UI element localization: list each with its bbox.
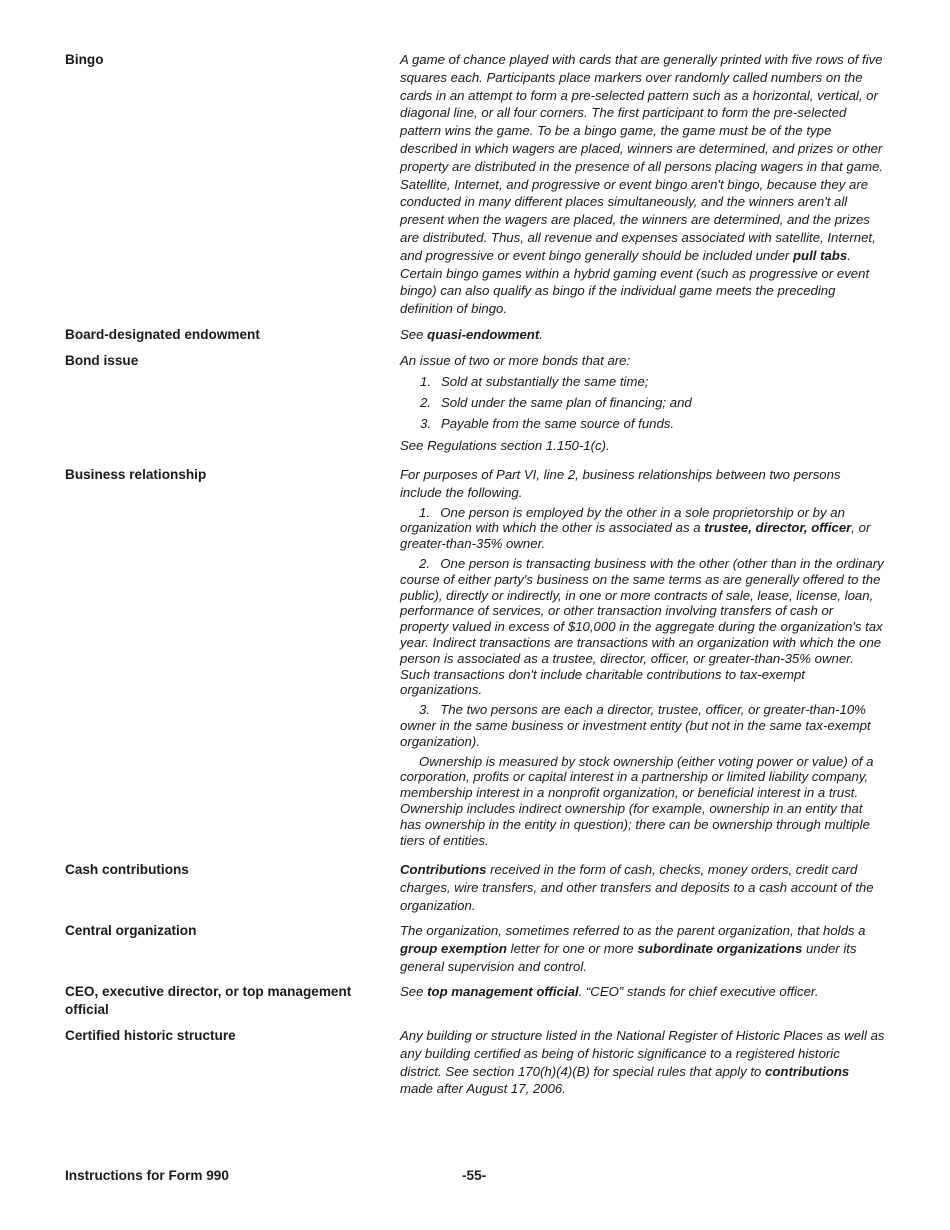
term-certified-historic-structure: Certified historic structure — [65, 1028, 236, 1043]
list-item — [400, 394, 885, 412]
definition-business-relationship — [400, 466, 885, 848]
business-ownership: Ownership is measured by stock ownership (either voting power or value) of a corporation, profits or capital interest in a partnership or limited liability company, membership interest in a nonprofit organization, or beneficial interest in a trust. Ownership includes indirect ownership (for example, ownership in an entity that has ownership in the entity in question); there can be ownership through multiple tiers of entities. — [400, 753, 874, 848]
link-subordinate-organizations: subordinate organizations — [637, 940, 803, 956]
list-item-text: Sold at substantially the same time; — [441, 374, 649, 390]
link-quasi-endowment: quasi-endowment — [427, 327, 540, 342]
board-text-pre: See — [400, 327, 428, 342]
list-item-number: 3. — [420, 416, 431, 432]
list-item-text: Payable from the same source of funds. — [441, 416, 675, 432]
bond-intro: An issue of two or more bonds that are: — [400, 353, 631, 368]
bingo-text-1: A game of chance played with cards that are generally printed with five rows of five squares each. Participants place markers over randomly called numbers on the cards in an attempt to form a pre-selected pattern such as a horizontal, vertical, or diagonal line, or all four corners. The first participant to form the pre-selected pattern wins the game. To be a bingo game, the game must be of the type described in which wagers are placed, winners are determined, and prizes or other property are distributed in the presence of all persons placing wagers in that game. Satellite, Internet, and progressive or event bingo aren't bingo, because they are conducted in many different places simultaneously, and the winners aren't all present when the wagers are placed, the winners are determined, and the prizes are distributed. Thus, all revenue and expenses associated with satellite, Internet, and progressive or event bingo generally should be included under — [400, 52, 884, 263]
term-bond-issue: Bond issue — [65, 353, 139, 368]
business-intro: For purposes of Part VI, line 2, business relationships between two persons include the following. — [400, 467, 841, 500]
term-ceo: CEO, executive director, or top management official — [65, 984, 352, 1017]
term-bingo: Bingo — [65, 52, 104, 67]
term-central-organization: Central organization — [65, 923, 197, 938]
list-item-number: 2. — [420, 395, 431, 411]
list-item-text: Sold under the same plan of financing; and — [441, 395, 692, 411]
list-item — [400, 415, 885, 433]
term-cash-contributions: Cash contributions — [65, 862, 189, 877]
central-text-post: under its general supervision and control. — [400, 940, 857, 974]
definition-board-designated-endowment — [400, 326, 885, 344]
historic-text-post: made after August 17, 2006. — [400, 1081, 566, 1097]
business-item-3: 3. The two persons are each a director, trustee, officer, or greater-than-10% owner in the same business or investment entity (but not in the same tax-exempt organization). — [400, 702, 871, 749]
historic-text-pre: Any building or structure listed in the National Register of Historic Places as well as any building certified as being of historic significance to a registered historic district. See section 170(h)(4)(B) for special rules that apply to — [400, 1028, 885, 1079]
definition-bingo — [400, 51, 885, 318]
term-board-designated-endowment: Board-designated endowment — [65, 327, 260, 342]
footer-page-number: -55- — [462, 1168, 487, 1183]
link-group-exemption: group exemption — [400, 940, 507, 956]
link-pull-tabs: pull tabs — [792, 247, 848, 263]
ceo-text-post: . “CEO” stands for chief executive officer. — [578, 984, 819, 999]
business-item-2: 2. One person is transacting business with the other (other than in the ordinary course of either party's business on the same terms as are generally offered to the public), directly or indirectly, in one or more contracts of sale, lease, license, loan, performance of services, or other transaction involving transfers of cash or property valued in excess of $10,000 in the aggregate during the organization's tax year. Indirect transactions are transactions with an organization with which the one person is associated as a trustee, director, officer, or greater-than-35% owner. Such transactions don't include charitable contributions to tax-exempt organizations. — [400, 555, 884, 698]
link-contributions: Contributions — [400, 862, 487, 877]
definition-certified-historic-structure — [400, 1027, 885, 1098]
link-trustee-director-officer: trustee, director, officer — [704, 520, 852, 536]
business-item-1-text: 1. One person is employed by the other in a sole proprietorship or by an organization with which the other is associated as a — [400, 504, 845, 536]
link-top-management-official: top management official — [427, 984, 579, 999]
term-business-relationship: Business relationship — [65, 467, 207, 482]
list-item — [400, 373, 885, 391]
link-contributions-historic: contributions — [765, 1063, 850, 1079]
business-item-1 — [400, 505, 885, 552]
definition-cash-contributions — [400, 861, 885, 914]
central-text-mid: letter for one or more — [506, 940, 638, 956]
list-item-number: 1. — [420, 374, 431, 390]
central-text-pre: The organization, sometimes referred to as the parent organization, that holds a — [400, 923, 866, 938]
definition-central-organization — [400, 922, 885, 975]
business-item-1-text-post: , or greater-than-35% owner. — [400, 520, 871, 552]
bond-outro: See Regulations section 1.150-1(c). — [400, 438, 610, 454]
definition-bond-issue — [400, 352, 885, 455]
board-text-post: . — [539, 327, 543, 342]
footer-form-title: Instructions for Form 990 — [65, 1168, 229, 1183]
bingo-text-2: . Certain bingo games within a hybrid gaming event (such as progressive or event bingo) can also qualify as bingo if the individual game meets the preceding definition of bingo. — [400, 247, 870, 317]
cash-text: received in the form of cash, checks, money orders, credit card charges, wire transfers, and other transfers and deposits to a cash account of the organization. — [400, 862, 874, 913]
definition-ceo — [400, 983, 885, 1001]
ceo-text-pre: See — [400, 984, 428, 999]
bond-criteria-list — [400, 373, 885, 433]
